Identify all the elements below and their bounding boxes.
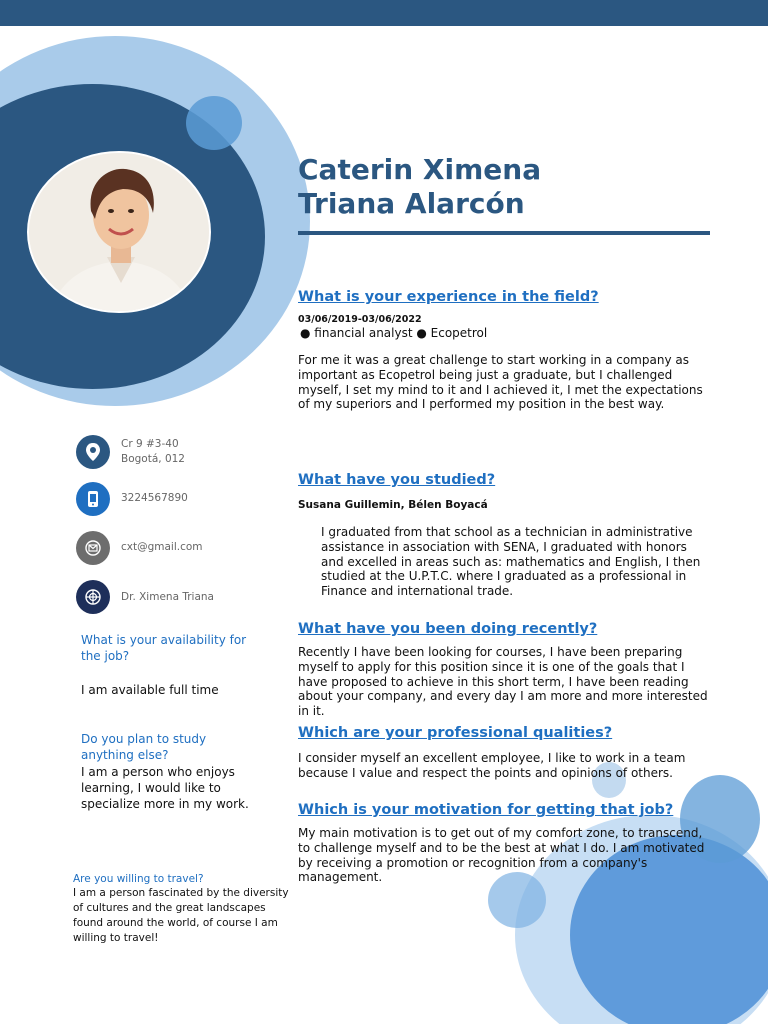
- portrait-image: [29, 153, 211, 313]
- profile-photo: [27, 151, 211, 313]
- address-line-1: Cr 9 #3-40: [121, 438, 179, 450]
- contact-web[interactable]: Dr. Ximena Triana: [121, 591, 214, 603]
- phone-icon: [76, 482, 110, 516]
- contact-phone: 3224567890: [121, 492, 188, 504]
- study-answer: I am a person who enjoys learning, I would like to specialize more in my work.: [81, 765, 249, 811]
- name-line-1: Caterin Ximena: [298, 153, 542, 186]
- studies-body: I graduated from that school as a technician in administrative assistance in association with SENA, I graduated with honors and excelled in areas such as: mathematics and English, I then studied at the U.P.T.C. where I graduated as a professional in Finance and international trade.: [321, 525, 701, 599]
- motivation-heading: Which is your motivation for getting that job?: [298, 802, 674, 818]
- contact-address: [121, 437, 185, 467]
- experience-heading: What is your experience in the field?: [298, 289, 599, 305]
- experience-dates: 03/06/2019-03/06/2022: [298, 314, 422, 325]
- name-line-2: Triana Alarcón: [298, 187, 525, 220]
- web-icon: [76, 580, 110, 614]
- availability-question: What is your availability for the job?: [81, 633, 247, 663]
- motivation-body: My main motivation is to get out of my comfort zone, to transcend, to challenge myself and to be the best at what I do. I am motivated by receiving a promotion or recognition from a company's management.: [298, 826, 705, 885]
- recent-heading: What have you been doing recently?: [298, 621, 598, 637]
- contact-email[interactable]: cxt@gmail.com: [121, 541, 203, 553]
- top-banner: [0, 0, 768, 26]
- candidate-name: [298, 153, 718, 221]
- studies-heading: What have you studied?: [298, 472, 496, 488]
- recent-body: Recently I have been looking for courses, I have been preparing myself to apply for this position since it is one of the goals that I have proposed to achieve in this short term, I have been reading about your company, and every day I am more and more interested in it.: [298, 645, 708, 719]
- location-pin-icon: [76, 435, 110, 469]
- experience-role: ● financial analyst ● Ecopetrol: [300, 326, 488, 340]
- qualities-heading: Which are your professional qualities?: [298, 725, 613, 741]
- travel-question: Are you willing to travel?: [73, 873, 204, 885]
- decorative-dot: [186, 96, 242, 150]
- experience-body: For me it was a great challenge to start working in a company as important as Ecopetrol being just a graduate, but I challenged myself, I set my mind to it and I achieved it, I met the expectations of my superiors and I performed my position in the best way.: [298, 353, 703, 412]
- email-icon: [76, 531, 110, 565]
- address-line-2: Bogotá, 012: [121, 453, 185, 465]
- studies-school: Susana Guillemin, Bélen Boyacá: [298, 499, 488, 511]
- study-question: Do you plan to study anything else?: [81, 732, 207, 762]
- travel-answer: I am a person fascinated by the diversity of cultures and the great landscapes found around the world, of course I am willing to travel!: [73, 887, 289, 944]
- name-divider: [298, 231, 710, 235]
- availability-answer: I am available full time: [81, 683, 219, 697]
- qualities-body: I consider myself an excellent employee, I like to work in a team because I value and respect the points and opinions of others.: [298, 751, 686, 780]
